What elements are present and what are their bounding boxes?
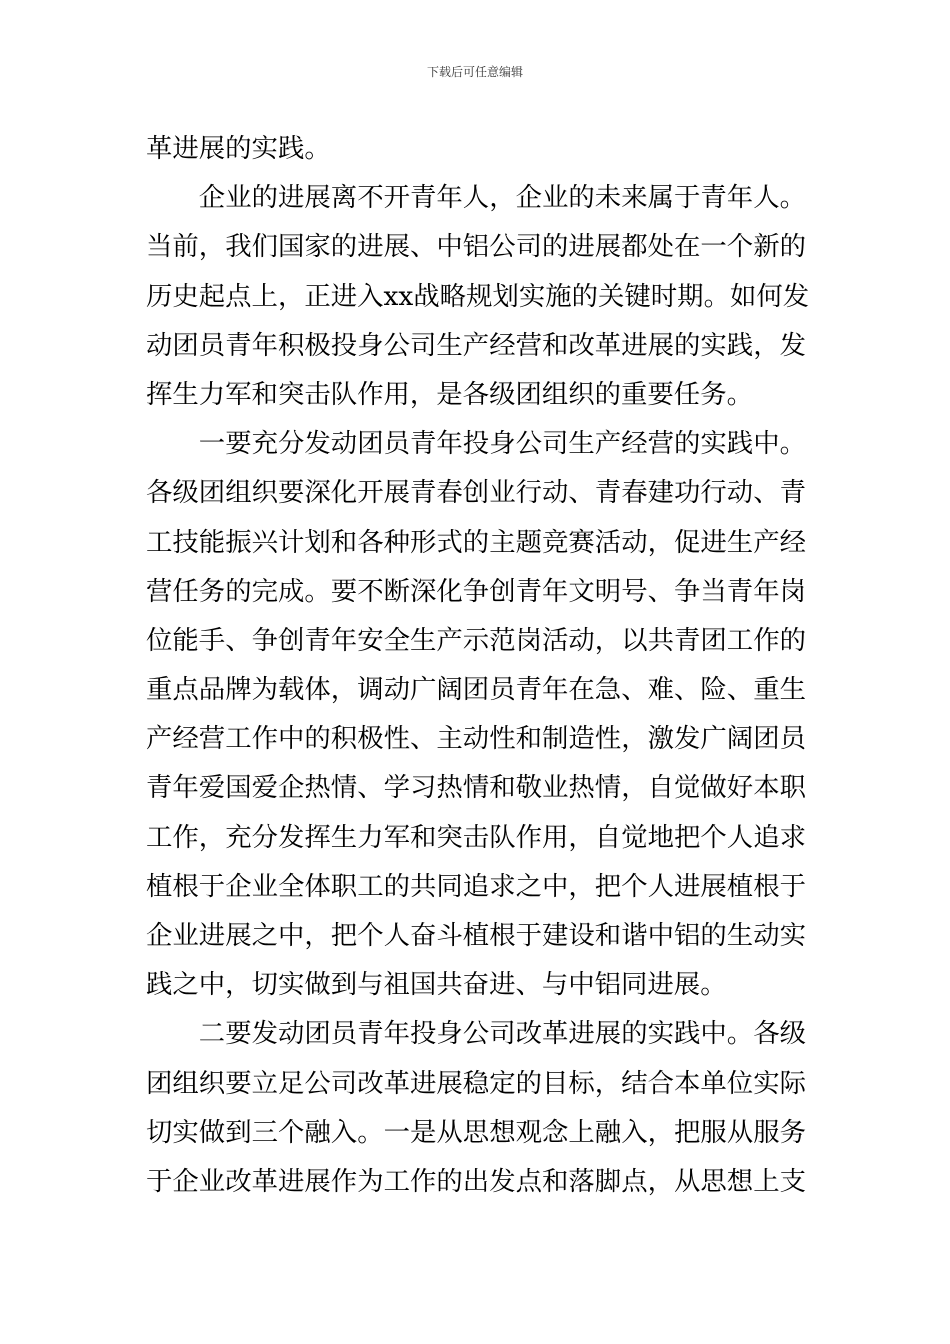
text-line: 践之中，切实做到与祖国共奋进、与中铝同进展。	[146, 969, 727, 1001]
text-line: 位能手、争创青年安全生产示范岗活动，以共青团工作的	[146, 624, 806, 656]
text-line: 产经营工作中的积极性、主动性和制造性，激发广阔团员	[146, 723, 806, 755]
text-line: 当前，我们国家的进展、中铝公司的进展都处在一个新的	[146, 231, 806, 263]
page-header: 下载后可任意编辑	[426, 65, 523, 79]
text-line: 工作，充分发挥生力军和突击队作用，自觉地把个人追求	[146, 821, 806, 853]
text-line: 各级团组织要深化开展青春创业行动、青春建功行动、青	[146, 477, 806, 509]
text-line: 青年爱国爱企热情、学习热情和敬业热情，自觉做好本职	[146, 772, 806, 804]
text-line: 企业进展之中，把个人奋斗植根于建设和谐中铝的生动实	[146, 920, 806, 951]
text-line: 切实做到三个融入。一是从思想观念上融入，把服从服务	[146, 1116, 806, 1148]
text-line: 企业的进展离不开青年人，企业的未来属于青年人。	[146, 182, 806, 214]
paragraph	[146, 124, 806, 173]
paragraph	[146, 1009, 806, 1206]
text-line: 挥生力军和突击队作用，是各级团组织的重要任务。	[146, 378, 753, 410]
text-line: 动团员青年积极投身公司生产经营和改革进展的实践，发	[146, 329, 806, 361]
paragraph	[146, 173, 810, 419]
text-line: 革进展的实践。	[146, 133, 331, 164]
text-line: 工技能振兴计划和各种形式的主题竞赛活动，促进生产经	[146, 526, 806, 558]
text-line: 植根于企业全体职工的共同追求之中，把个人进展植根于	[146, 870, 806, 902]
text-line: 重点品牌为载体，调动广阔团员青年在急、难、险、重生	[146, 674, 806, 706]
text-line: 一要充分发动团员青年投身公司生产经营的实践中。	[146, 428, 806, 460]
text-line: 营任务的完成。要不断深化争创青年文明号、争当青年岗	[146, 575, 806, 607]
text-line: 历史起点上，正进入xx战略规划实施的关键时期。如何发	[146, 280, 810, 312]
paragraph	[146, 419, 806, 1009]
text-line: 团组织要立足公司改革进展稳定的目标，结合本单位实际	[146, 1067, 806, 1099]
text-line: 于企业改革进展作为工作的出发点和落脚点，从思想上支	[146, 1165, 806, 1197]
document-body	[146, 124, 810, 1206]
text-line: 二要发动团员青年投身公司改革进展的实践中。各级	[146, 1018, 806, 1050]
